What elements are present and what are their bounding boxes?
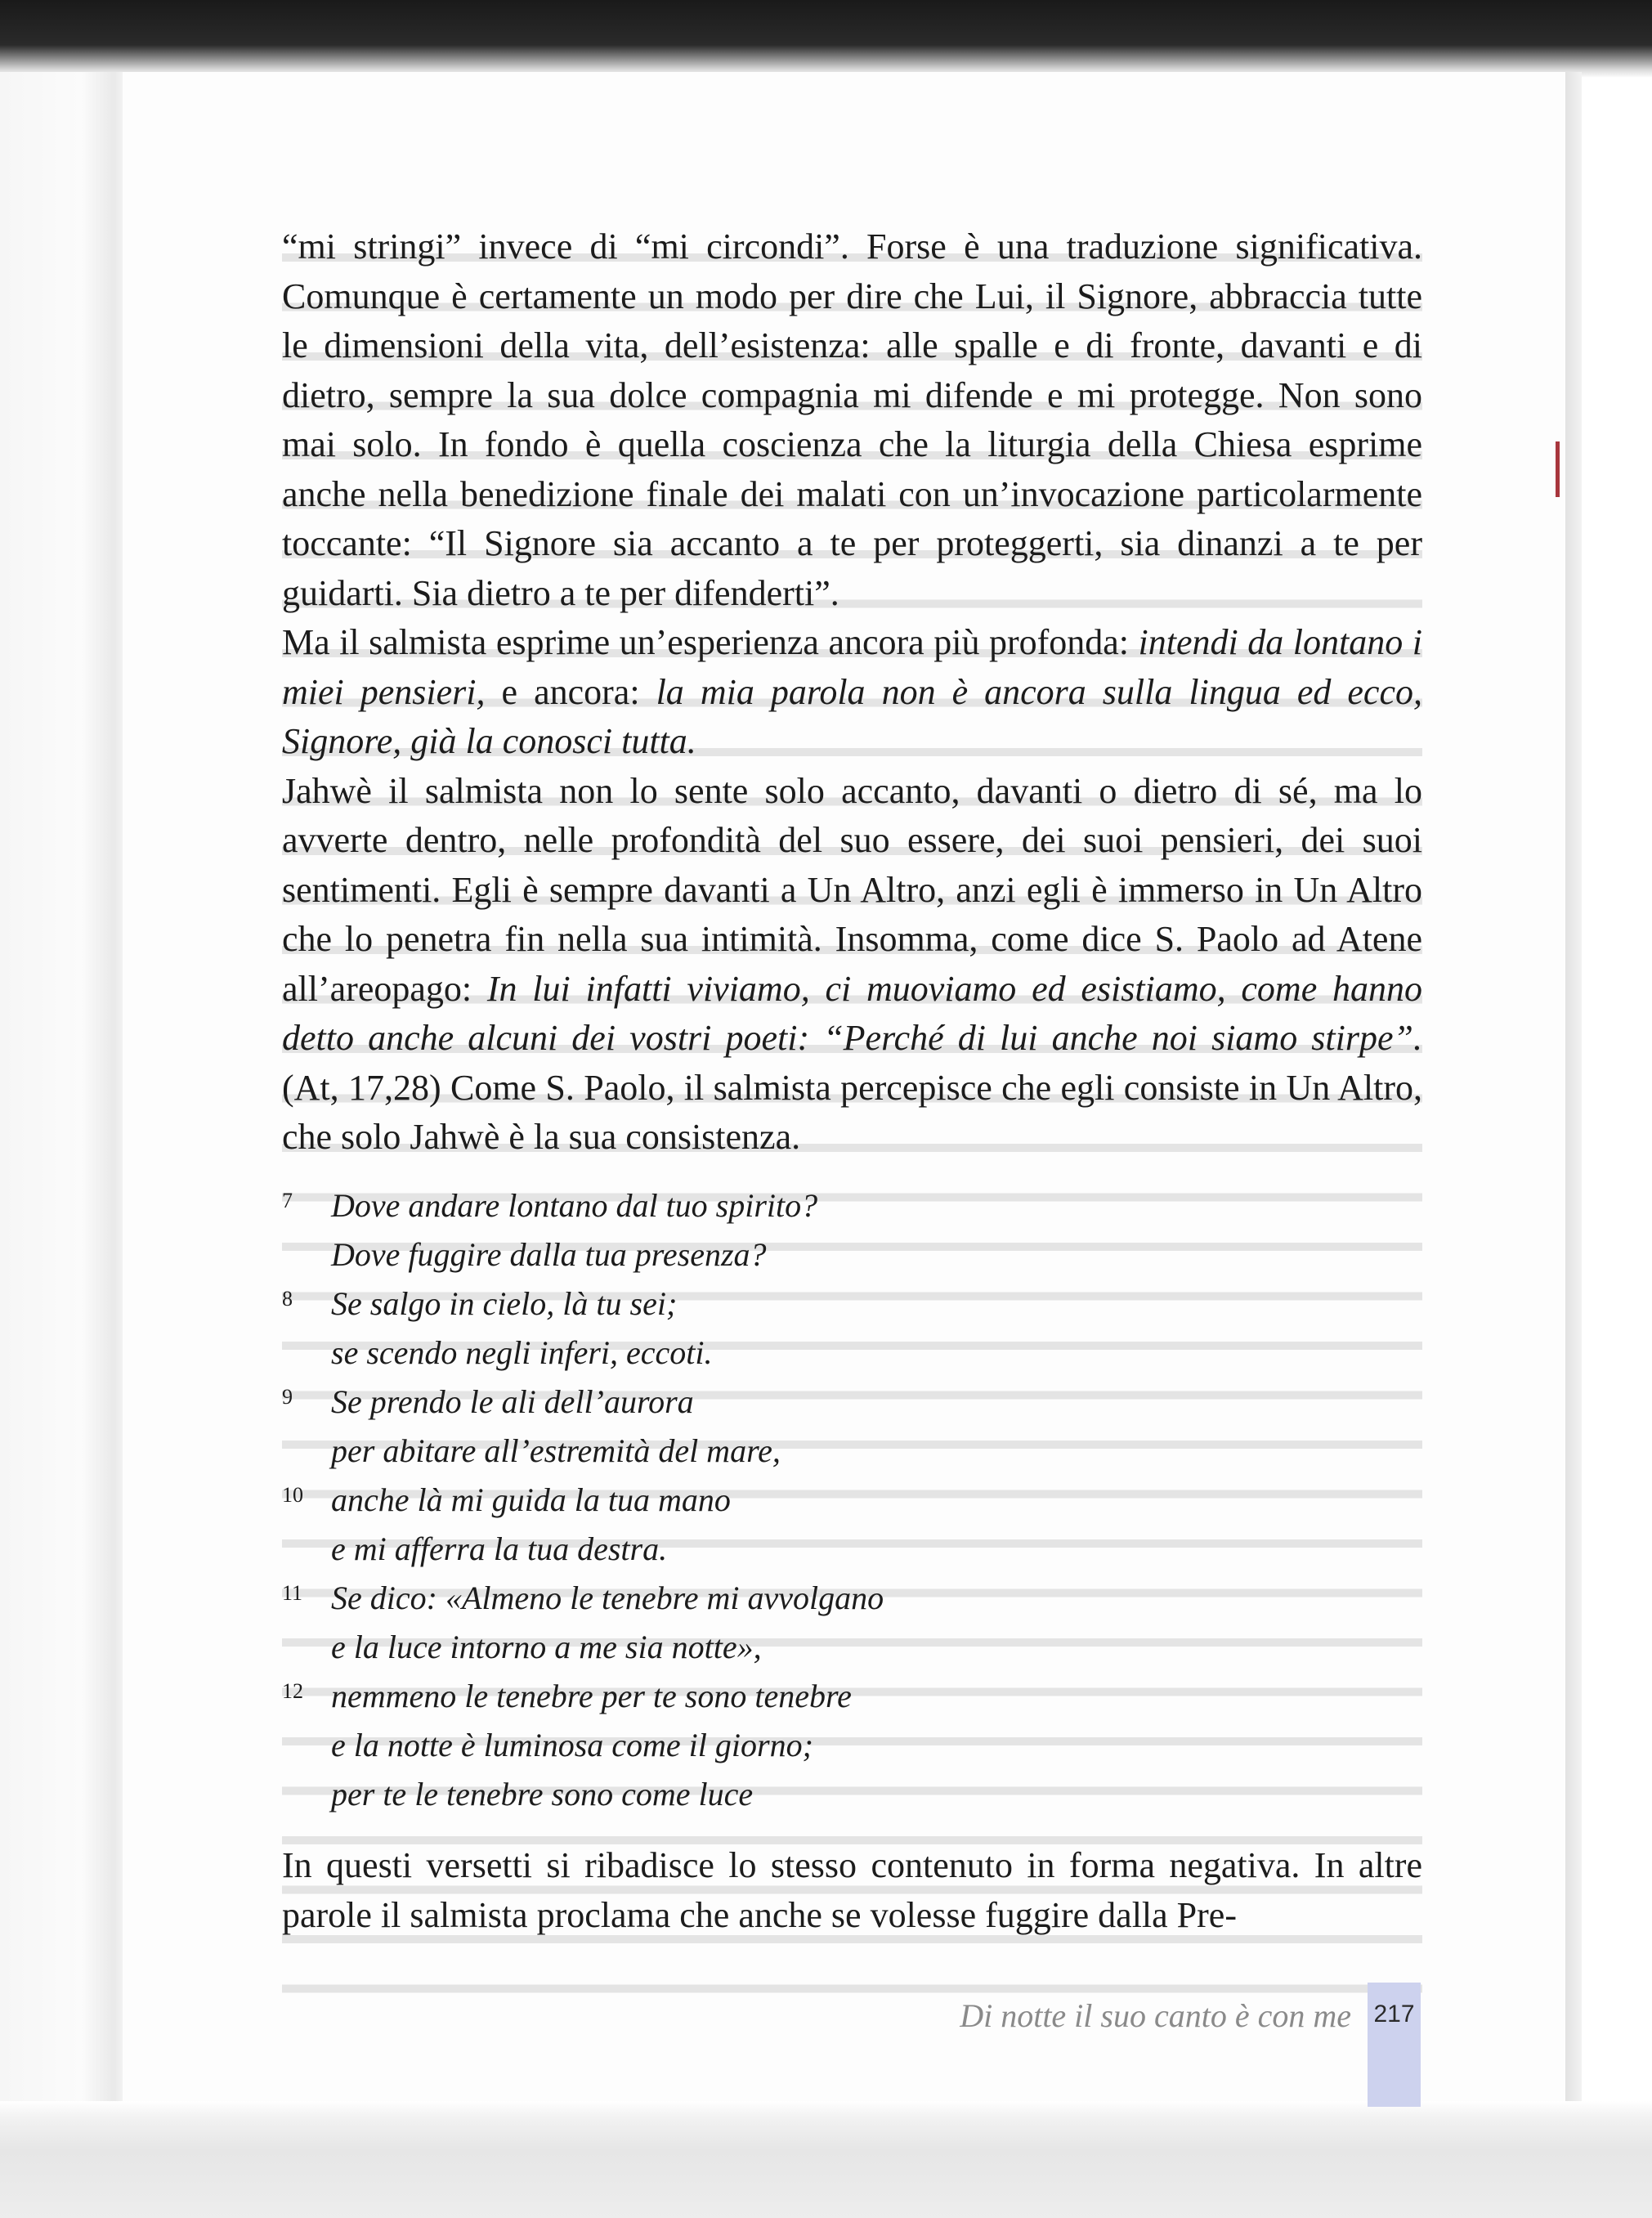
page-number: 217 bbox=[1373, 2001, 1415, 2028]
text-run: “mi stringi” invece di “mi circondi”. Forse è una traduzione significativa. Comunque è certamente un modo per dire che Lui, il Signore, abbraccia tutte le dimensioni della vita, dell’esistenza: alle spalle e di fronte, davanti e di dietro, sempre la sua dolce compagnia mi difende e mi protegge. Non sono mai solo. In fondo è quella coscienza che la liturgia della Chiesa esprime anche nella benedizione finale dei malati con un’invocazione particolarmente toccante: “Il Signore sia accanto a te per proteggerti, sia dinanzi a te per guidarti. Sia dietro a te per difenderti”. bbox=[282, 226, 1422, 613]
paragraph bbox=[282, 222, 1422, 618]
verse-number: 10 bbox=[282, 1483, 303, 1507]
paragraph bbox=[282, 618, 1422, 767]
verse-line bbox=[282, 1329, 1422, 1378]
paragraph-after: In questi versetti si ribadisce lo stesso contenuto in forma negativa. In altre parole il salmista proclama che anche se volesse fuggire dalla Pre- bbox=[282, 1845, 1422, 1935]
verse-text: Se dico: «Almeno le tenebre mi avvolgano bbox=[331, 1579, 884, 1616]
verse-text: Se salgo in cielo, là tu sei; bbox=[331, 1285, 678, 1322]
facing-page-edge bbox=[0, 72, 123, 2108]
verse-text: per abitare all’estremità del mare, bbox=[331, 1432, 781, 1469]
verse-text: e la notte è luminosa come il giorno; bbox=[331, 1727, 813, 1763]
text-run: Jahwè il salmista non lo sente solo accanto, davanti o dietro di sé, ma lo avverte dentro, nelle profondità del suo essere, dei suoi pensieri, dei suoi sentimenti. Egli è sempre davanti a Un Altro, anzi egli è immerso in Un Altro che lo penetra fin nella sua intimità. Insomma, come dice S. Paolo ad Atene all’areopago: bbox=[282, 770, 1422, 1009]
body-text-after-verses bbox=[282, 1841, 1422, 1940]
verse-line bbox=[282, 1525, 1422, 1574]
verse-text: e la luce intorno a me sia notte», bbox=[331, 1629, 762, 1665]
italic-quote: In lui infatti viviamo, ci muoviamo ed esistiamo, come hanno detto anche alcuni dei vostri poeti: “Perché di lui anche noi siamo stirpe”. bbox=[282, 968, 1422, 1058]
text-run: (At, 17,28) Come S. Paolo, il salmista percepisce che egli consiste in Un Altro, che solo Jahwè è la sua consistenza. bbox=[282, 1067, 1422, 1157]
verse-line bbox=[282, 1427, 1422, 1476]
verse-text: se scendo negli inferi, eccoti. bbox=[331, 1334, 713, 1371]
verse-line bbox=[282, 1476, 1422, 1525]
verse-text: e mi afferra la tua destra. bbox=[331, 1530, 668, 1567]
running-title: Di notte il suo canto è con me bbox=[960, 1997, 1351, 2034]
page-right-edge bbox=[1565, 72, 1582, 2108]
scan-shadow-bottom bbox=[0, 2101, 1652, 2218]
scan-shadow-top bbox=[0, 0, 1652, 78]
verse-number: 7 bbox=[282, 1189, 293, 1212]
verse-line bbox=[282, 1672, 1422, 1721]
body-text-before-verses bbox=[282, 222, 1422, 1163]
verse-text: Dove fuggire dalla tua presenza? bbox=[331, 1236, 767, 1273]
paragraph bbox=[282, 767, 1422, 1163]
italic-quote: intendi da lontano i miei pensieri, bbox=[282, 622, 1422, 712]
verse-line bbox=[282, 1230, 1422, 1279]
verse-number: 11 bbox=[282, 1581, 303, 1605]
verse-line bbox=[282, 1378, 1422, 1427]
verse-line bbox=[282, 1721, 1422, 1770]
page-number-tab bbox=[1368, 1983, 1421, 2107]
verse-text: per te le tenebre sono come luce bbox=[331, 1776, 754, 1812]
psalm-verses bbox=[282, 1181, 1422, 1819]
text-run: Ma il salmista esprime un’esperienza ancora più profonda: bbox=[282, 622, 1139, 662]
verse-line bbox=[282, 1279, 1422, 1329]
verse-number: 12 bbox=[282, 1679, 303, 1703]
verse-text: anche là mi guida la tua mano bbox=[331, 1481, 731, 1518]
verse-text: nemmeno le tenebre per te sono tenebre bbox=[331, 1678, 852, 1714]
text-run: e ancora: bbox=[485, 671, 656, 712]
verse-line bbox=[282, 1181, 1422, 1230]
verse-text: Se prendo le ali dell’aurora bbox=[331, 1383, 694, 1420]
verse-line bbox=[282, 1770, 1422, 1819]
verse-text: Dove andare lontano dal tuo spirito? bbox=[331, 1187, 818, 1224]
italic-quote: la mia parola non è ancora sulla lingua ed ecco, Signore, già la conosci tutta. bbox=[282, 671, 1422, 761]
verse-line bbox=[282, 1574, 1422, 1623]
bookmark-ribbon bbox=[1556, 441, 1560, 497]
verse-number: 8 bbox=[282, 1287, 293, 1311]
verse-line bbox=[282, 1623, 1422, 1672]
verse-number: 9 bbox=[282, 1385, 293, 1409]
